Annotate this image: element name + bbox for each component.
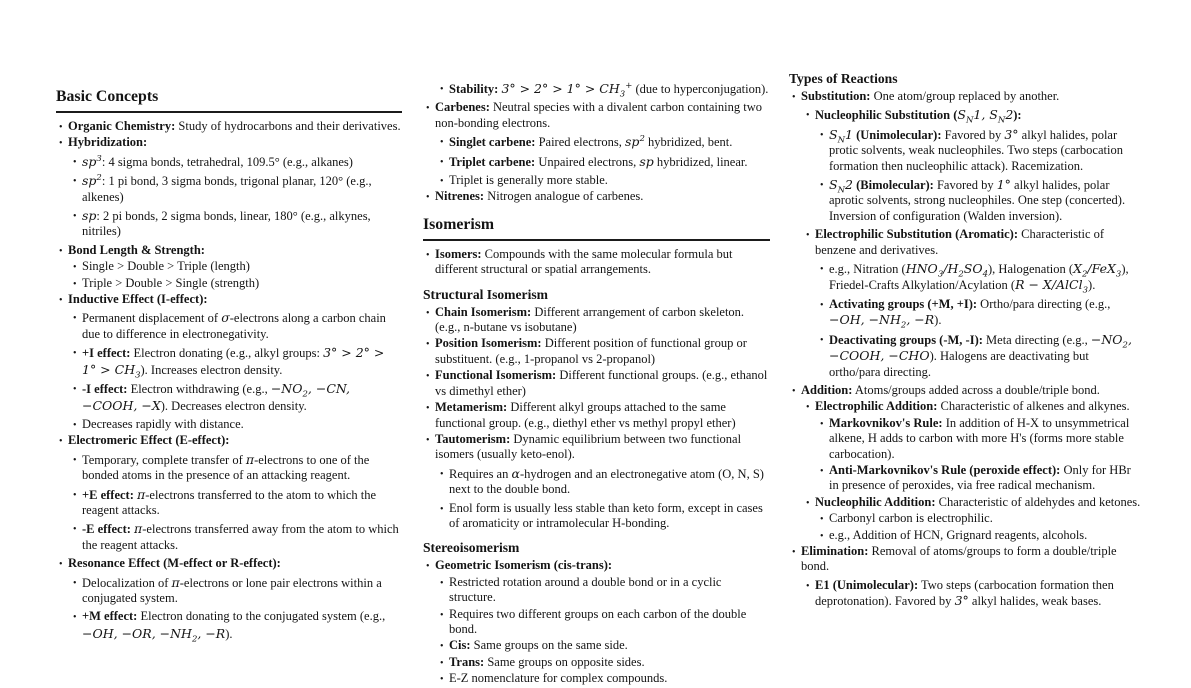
term-label: Elimination: (801, 543, 869, 558)
body-text: Meta directing (e.g., (982, 332, 1091, 347)
list-item (789, 544, 1143, 575)
body-text: Atoms/groups added across a double/triple bond. (852, 382, 1100, 397)
body-text: One atom/group replaced by another. (870, 89, 1060, 103)
body-text: Favored by (941, 127, 1005, 142)
term-label: Inductive Effect (I-effect): (68, 292, 208, 307)
math-text: 3 (135, 370, 141, 381)
list-item (423, 368, 770, 399)
body-text: (due to hyperconjugation). (632, 82, 769, 96)
list-item (56, 609, 402, 624)
list-item (56, 452, 402, 484)
math-text: 2 (1122, 340, 1128, 351)
list-item (56, 119, 402, 134)
list-item (789, 416, 1143, 462)
list-item (56, 135, 402, 150)
body-text: : 4 sigma bonds, tetrahedral, 109.5° (e.g., alkanes) (101, 154, 353, 169)
math-text: 2 (96, 173, 102, 184)
math-text: N (997, 115, 1006, 126)
body-text: Different functional groups. (e.g., ethanol vs dimethyl ether) (435, 368, 768, 398)
list-item (56, 556, 402, 571)
term-label: Metamerism: (435, 400, 508, 415)
math-text: N (837, 135, 846, 146)
math-text: 2 (958, 269, 964, 280)
term-label: Triplet carbene: (449, 154, 536, 169)
math-text: 3 (1115, 269, 1122, 280)
section-heading: Basic Concepts (56, 88, 402, 113)
math-text: sp (82, 173, 97, 189)
math-text: π (134, 521, 143, 537)
math-text: 2 (639, 134, 645, 145)
math-text: 3 (96, 153, 102, 164)
body-text: e.g., Addition of HCN, Grignard reagents, alcohols. (829, 527, 1088, 542)
math-text: 1, S (973, 107, 998, 123)
term-label: -I effect: (82, 382, 128, 397)
term-label: Nucleophilic Substitution ( (815, 108, 958, 123)
term-label: Activating groups (+M, +I): (829, 296, 978, 311)
body-text: Ortho/para directing (e.g., (977, 296, 1111, 311)
term-label: Anti-Markovnikov's Rule (peroxide effect): (829, 462, 1061, 477)
list-item (423, 671, 770, 686)
list-item (56, 575, 402, 607)
text-column-left (56, 88, 402, 643)
list-item (423, 558, 770, 573)
body-text: Removal of atoms/groups to form a double/triple bond. (801, 543, 1117, 574)
term-label: ): (1013, 108, 1022, 123)
term-label: Tautomerism: (435, 431, 511, 446)
math-text: 2 (1081, 269, 1088, 280)
math-text: R − X/AlCl (1015, 277, 1083, 293)
math-text: S (829, 177, 838, 193)
math-text: π (137, 486, 146, 502)
math-text: 3 (937, 269, 944, 280)
list-item (423, 173, 770, 188)
math-text: SO (963, 261, 983, 277)
term-label: Nucleophilic Addition: (815, 494, 936, 509)
body-text: Decreases rapidly with distance. (82, 416, 244, 431)
term-label: Stability: (449, 82, 499, 96)
list-item (423, 189, 770, 204)
math-text: 4 (982, 269, 989, 280)
body-text: Electron donating (e.g., alkyl groups: (130, 346, 324, 361)
math-text: 1° (996, 177, 1011, 193)
list-item (56, 433, 402, 448)
term-label: Electromeric Effect (E-effect): (68, 433, 230, 448)
body-text: Carbonyl carbon is electrophilic. (829, 511, 993, 526)
body-text: Characteristic of alkenes and alkynes. (937, 399, 1130, 414)
body-text: Nitrogen analogue of carbenes. (484, 189, 644, 204)
term-label: Carbenes: (435, 100, 490, 115)
math-text: 3 (619, 89, 626, 100)
math-text: 2 (845, 177, 853, 193)
list-item (56, 521, 402, 553)
list-item (56, 276, 402, 291)
body-text: Same groups on the same side. (470, 638, 628, 653)
body-text: Requires two different groups on each carbon of the double bond. (449, 606, 747, 636)
body-text: Favored by (933, 178, 997, 193)
math-text: , −R (197, 625, 226, 641)
math-text: 3° (954, 593, 969, 609)
body-text: Study of hydrocarbons and their derivatives. (175, 119, 401, 133)
math-text: −NO (270, 381, 303, 397)
body-text: -electrons to one of the bonded atoms in the presence of an attacking reagent. (82, 452, 370, 483)
math-text: N (837, 185, 846, 196)
math-text: sp (625, 134, 640, 150)
term-label: Singlet carbene: (449, 135, 536, 150)
term-label: Isomers: (435, 246, 482, 261)
list-item (789, 528, 1143, 543)
list-item (789, 127, 1143, 174)
math-text: X (1073, 261, 1082, 277)
term-label: Addition: (801, 382, 853, 397)
list-item (423, 247, 770, 278)
list-item (423, 336, 770, 367)
body-text: Enol form is usually less stable than keto form, except in cases of aromaticity or intramolecular H-bonding. (449, 500, 763, 530)
body-text: alkyl halides, weak bases. (968, 594, 1102, 609)
body-text: -electrons or lone pair electrons within a conjugated system. (82, 575, 382, 605)
list-item (423, 638, 770, 653)
list-item (423, 575, 770, 606)
list-item (56, 173, 402, 205)
list-item (56, 208, 402, 240)
math-text: /FeX (1087, 261, 1116, 277)
list-item (789, 177, 1143, 224)
math-text: sp (82, 153, 97, 169)
term-label: Deactivating groups (-M, -I): (829, 332, 983, 347)
math-text: + (625, 80, 633, 91)
term-label: (Unimolecular): (852, 127, 942, 142)
body-text: Different alkyl groups attached to the same functional group. (e.g., diethyl ether vs methyl propyl ether) (435, 400, 736, 430)
body-text: alkyl halides, polar protic solvents, weak nucleophiles. Two steps (carbocation formation then nucleophilic attack). Racemization. (829, 127, 1123, 173)
term-label: Cis: (449, 638, 471, 653)
list-item (423, 400, 770, 431)
body-text: Triplet is generally more stable. (449, 173, 608, 188)
term-label: Electrophilic Substitution (Aromatic): (815, 227, 1019, 242)
body-text: Different position of functional group or substituent. (e.g., 1-propanol vs 2-propanol) (435, 336, 747, 366)
list-item (56, 243, 402, 258)
math-text: sp (639, 153, 654, 169)
list-item (56, 417, 402, 432)
math-text: 2 (302, 389, 308, 400)
math-text: 1 (845, 126, 853, 142)
body-text: Restricted rotation around a double bond or in a cyclic structure. (449, 574, 722, 605)
term-label: +M effect: (82, 609, 138, 624)
math-text: , −R (906, 312, 935, 328)
body-text: Electron donating to the conjugated system (e.g., (137, 609, 386, 624)
math-text: , −CN, −COOH, −X (82, 381, 351, 413)
list-item (423, 607, 770, 638)
list-item (423, 655, 770, 670)
math-text: S (957, 107, 966, 123)
body-text: ). Decreases electron density. (160, 398, 307, 413)
body-text: Requires an (449, 466, 512, 481)
list-item (56, 381, 402, 414)
body-text: -hydrogen and an electronegative atom (O, N, S) next to the double bond. (449, 466, 764, 497)
list-item (423, 100, 770, 131)
body-text: ). Halogens are deactivating but ortho/para directing. (829, 349, 1089, 379)
term-label: Position Isomerism: (435, 336, 542, 351)
list-item (789, 332, 1143, 380)
math-text: 3 (1082, 285, 1089, 296)
list-item (56, 345, 402, 381)
list-item (789, 383, 1143, 398)
body-text: -electrons transferred away from the atom to which the reagent attacks. (82, 522, 399, 552)
term-label: (Bimolecular): (852, 178, 934, 193)
subsection-heading: Stereoisomerism (423, 540, 520, 556)
term-label: +I effect: (82, 346, 131, 361)
section-heading: Isomerism (423, 216, 770, 241)
body-text: -electrons transferred to the atom to which the reagent attacks. (82, 487, 377, 517)
term-label: Hybridization: (68, 135, 148, 150)
term-label: Nitrenes: (435, 189, 485, 204)
math-text: sp (82, 208, 97, 224)
math-text: 3° > 2° > 1° > CH (82, 345, 385, 377)
body-text: e.g., Nitration ( (829, 262, 906, 277)
body-text: -electrons along a carbon chain due to difference in electronegativity. (82, 311, 386, 341)
list-item (789, 89, 1143, 104)
math-text: −OH, −NH (829, 312, 901, 328)
math-text: α (511, 465, 520, 481)
list-item (789, 495, 1143, 510)
list-item (56, 487, 402, 519)
math-text: 2 (191, 634, 198, 645)
body-text: ), Friedel-Crafts Alkylation/Acylation ( (829, 262, 1129, 293)
body-text: Characteristic of benzene and derivatives. (815, 227, 1105, 257)
text-column-right (789, 70, 1143, 613)
math-text: −NO (1090, 331, 1123, 347)
math-text: 3° > 2° > 1° > CH (501, 81, 620, 96)
math-text: π (171, 574, 180, 590)
list-item (56, 259, 402, 274)
subsection-heading: Types of Reactions (789, 71, 898, 86)
body-text: hybridized, linear. (653, 154, 748, 169)
list-item-continuation (56, 625, 402, 645)
body-text: : 2 pi bonds, 2 sigma bonds, linear, 180° (e.g., alkynes, nitriles) (82, 209, 371, 239)
list-item (789, 297, 1143, 329)
term-label: Electrophilic Addition: (815, 399, 938, 414)
list-item (56, 154, 402, 170)
math-text: N (965, 115, 974, 126)
text-column-mid (423, 78, 770, 688)
term-label: Substitution: (801, 89, 871, 103)
list-item (789, 107, 1143, 126)
math-text: −OH, −OR, −NH (82, 625, 192, 641)
term-label: Bond Length & Strength: (68, 242, 205, 257)
term-label: Resonance Effect (M-effect or R-effect): (68, 556, 281, 571)
body-text: ). Increases electron density. (140, 362, 283, 377)
math-text: σ (221, 310, 230, 326)
math-text: S (829, 126, 838, 142)
math-text: 2 (900, 320, 907, 331)
body-text: Two steps (carbocation formation then deprotonation). Favored by (815, 577, 1114, 609)
body-text: ). (1088, 278, 1096, 293)
body-text: Same groups on opposite sides. (484, 654, 645, 669)
body-text: ), Halogenation ( (988, 262, 1074, 277)
term-label: Organic Chemistry: (68, 119, 176, 133)
list-item (423, 154, 770, 170)
list-item (789, 463, 1143, 494)
list-item (423, 432, 770, 463)
body-text: Electron withdrawing (e.g., (127, 382, 271, 397)
list-item (789, 399, 1143, 414)
body-text: Characteristic of aldehydes and ketones. (935, 494, 1141, 509)
list-item (423, 80, 770, 100)
body-text: hybridized, bent. (644, 135, 733, 150)
list-item (423, 466, 770, 498)
term-label: +E effect: (82, 487, 134, 502)
list-item (789, 511, 1143, 526)
list-item (789, 578, 1143, 610)
body-text: : 1 pi bond, 3 sigma bonds, trigonal planar, 120° (e.g., alkenes) (82, 174, 372, 204)
term-label: Trans: (449, 654, 485, 669)
math-text: HNO (905, 261, 938, 277)
body-text: Paired electrons, (535, 135, 626, 150)
subsection-heading: Structural Isomerism (423, 286, 548, 302)
body-text: Unpaired electrons, (535, 154, 640, 169)
list-item (789, 227, 1143, 258)
body-text: Only for HBr in presence of peroxides, via free radical mechanism. (829, 462, 1131, 493)
body-text: In addition of H-X to unsymmetrical alkene, H adds to carbon with more H's (forms more stable carbocation). (829, 415, 1130, 461)
body-text: Compounds with the same molecular formula but different structural or spatial arrangements. (435, 246, 733, 277)
body-text: Permanent displacement of (82, 311, 222, 326)
body-text: Single > Double > Triple (length) (82, 259, 250, 274)
body-text: Temporary, complete transfer of (82, 452, 246, 467)
term-label: Chain Isomerism: (435, 304, 532, 319)
term-label: -E effect: (82, 522, 131, 537)
math-text: 3° (1004, 126, 1019, 142)
math-text: π (245, 451, 255, 467)
body-text: ). (934, 313, 942, 328)
list-item (423, 501, 770, 532)
term-label: Geometric Isomerism (cis-trans): (435, 558, 613, 573)
list-item (56, 310, 402, 342)
math-text: 2 (1005, 107, 1014, 123)
body-text: Different arrangement of carbon skeleton. (e.g., n-butane vs isobutane) (435, 304, 745, 335)
body-text: alkyl halides, polar aprotic solvents, strong nucleophiles. One step (concerted). Inversion of configuration (Walden inversion). (829, 178, 1126, 223)
term-label: Markovnikov's Rule: (829, 415, 943, 430)
body-text: Delocalization of (82, 575, 172, 590)
term-label: E1 (Unimolecular): (815, 577, 919, 592)
body-text: Neutral species with a divalent carbon containing two non-bonding electrons. (435, 100, 762, 130)
list-item (423, 305, 770, 336)
list-item (423, 134, 770, 150)
list-item (789, 261, 1143, 294)
body-text: ). (225, 626, 233, 641)
math-text: /H (943, 261, 959, 277)
body-text: Triple > Double > Single (strength) (82, 275, 260, 290)
list-item (56, 292, 402, 307)
math-text: , −COOH, −CHO (829, 331, 1132, 364)
body-text: Dynamic equilibrium between two functional isomers (usually keto-enol). (435, 431, 742, 462)
term-label: Functional Isomerism: (435, 368, 557, 383)
body-text: E-Z nomenclature for complex compounds. (449, 671, 668, 686)
